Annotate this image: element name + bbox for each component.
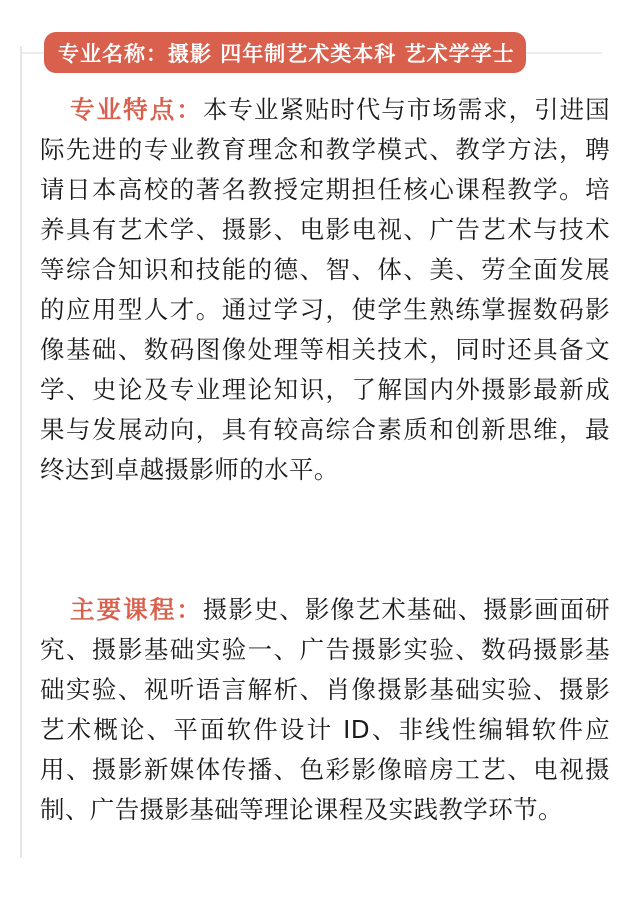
courses-section: [40, 590, 610, 830]
courses-label: 主要课程：: [70, 595, 203, 624]
courses-text: 摄影史、影像艺术基础、摄影画面研究、摄影基础实验一、广告摄影实验、数码摄影基础实验、视听语言解析、肖像摄影基础实验、摄影艺术概论、平面软件设计 ID、非线性编辑软件应用、摄影新媒体传播、色彩影像暗房工艺、电视摄制、广告摄影基础等理论课程及实践教学环节。: [40, 595, 610, 824]
left-divider-line: [20, 46, 22, 858]
major-name-banner: 专业名称：摄影 四年制艺术类本科 艺术学学士: [44, 32, 526, 73]
features-text: 本专业紧贴时代与市场需求，引进国际先进的专业教育理念和教学模式、教学方法，聘请日本高校的著名教授定期担任核心课程教学。培养具有艺术学、摄影、电影电视、广告艺术与技术等综合知识和技能的德、智、体、美、劳全面发展的应用型人才。通过学习，使学生熟练掌握数码影像基础、数码图像处理等相关技术，同时还具备文学、史论及专业理论知识，了解国内外摄影最新成果与发展动向，具有较高综合素质和创新思维，最终达到卓越摄影师的水平。: [40, 95, 610, 484]
features-section: [40, 90, 610, 490]
features-label: 专业特点：: [70, 95, 203, 124]
